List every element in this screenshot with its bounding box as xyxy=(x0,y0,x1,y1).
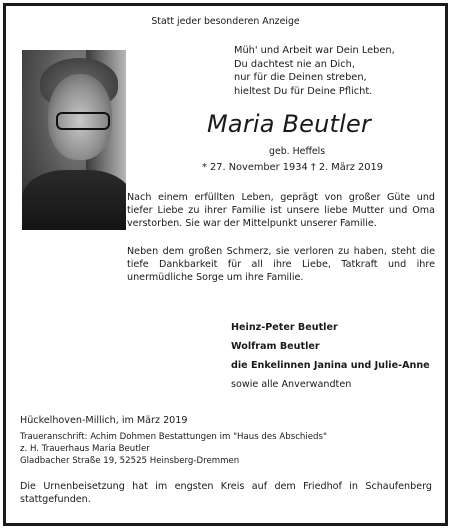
obituary-notice xyxy=(3,3,448,526)
poem-line: nur für die Deinen streben, xyxy=(234,72,367,84)
funeral-address-line: Gladbacher Straße 19, 52525 Heinsberg-Dremmen xyxy=(20,456,240,466)
relatives-line: sowie alle Anverwandten xyxy=(231,379,352,390)
signature-name: die Enkelinnen Janina und Julie-Anne xyxy=(231,360,430,371)
header-note: Statt jeder besonderen Anzeige xyxy=(151,16,300,27)
poem xyxy=(234,44,395,98)
place-date: Hückelhoven-Millich, im März 2019 xyxy=(20,415,188,426)
deceased-name: Maria Beutler xyxy=(207,110,372,138)
portrait-photo xyxy=(22,50,126,230)
poem-line: Müh' und Arbeit war Dein Leben, xyxy=(234,45,395,56)
life-dates: * 27. November 1934 † 2. März 2019 xyxy=(202,162,383,173)
poem-line: hieltest Du für Deine Pflicht. xyxy=(234,85,373,97)
paragraph-1: Nach einem erfüllten Leben, geprägt von großer Güte und tiefer Liebe zu ihrer Familie ist unsere liebe Mutter und Oma verstorben. Sie war der Mittelpunkt unserer Familie. xyxy=(127,192,435,229)
poem-line: Du dachtest nie an Dich, xyxy=(234,58,355,70)
signature-name: Heinz-Peter Beutler xyxy=(231,322,338,333)
funeral-address-line: Traueranschrift: Achim Dohmen Bestattungen im "Haus des Abschieds" xyxy=(20,432,327,442)
maiden-name: geb. Heffels xyxy=(269,146,326,157)
funeral-address-line: z. H. Trauerhaus Maria Beutler xyxy=(20,444,150,454)
signature-name: Wolfram Beutler xyxy=(231,341,320,352)
paragraph-2: Neben dem großen Schmerz, sie verloren zu haben, steht die tiefe Dankbarkeit für all ihre Liebe, Tatkraft und ihre unermüdliche Sorge um ihre Familie. xyxy=(127,246,435,283)
closing-note: Die Urnenbeisetzung hat im engsten Kreis auf dem Friedhof in Schaufenberg stattgefunden. xyxy=(20,481,432,505)
